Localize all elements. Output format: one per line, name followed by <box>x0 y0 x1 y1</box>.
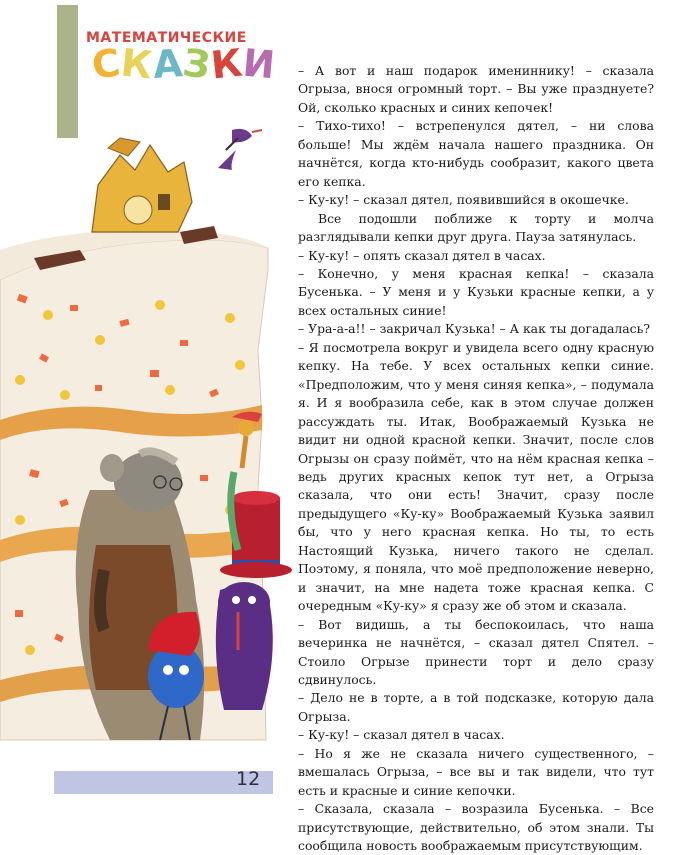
series-title-letter: З <box>180 40 215 88</box>
story-paragraph: – Дело не в торте, а в той подсказке, которую дала Огрыза. <box>298 690 654 724</box>
story-paragraph: – Ку-ку! – сказал дятел в часах. <box>298 727 505 743</box>
series-title-letter: К <box>118 40 156 88</box>
woodpecker-icon <box>218 129 262 170</box>
series-title-letter: К <box>209 40 246 88</box>
series-title-letter: И <box>241 40 279 88</box>
story-text <box>298 62 654 855</box>
purple-creature-icon <box>216 582 273 710</box>
series-title-big <box>89 40 279 88</box>
story-paragraph: – Но я же не сказала ничего существенного, – вмешалась Огрыза, – все вы и так видели, что тут есть и красные и синие кепочки. <box>298 745 654 798</box>
story-paragraph: – Ура-а-а!! – закричал Кузька! – А как ты догадалась? <box>298 321 650 337</box>
series-title-letter: А <box>151 40 185 88</box>
story-paragraph: – Я посмотрела вокруг и увидела всего одну красную кепку. На тебе. У всех остальных кепки синие. «Предположим, что у меня синяя кепка», – подумала я. И я вообразила себе, как в этом случае должен рассуждать ты. Итак, Воображаемый Кузька не видит ни одной красной кепки. Значит, после слов Огрызы он сразу поймёт, что на нём красная кепка – ведь других красных кепок тут нет, а Огрыза сказала, что они есть! Значит, сразу после предыдущего «Ку-ку» Воображаемый Кузька заявил бы, что у него красная кепка. Но ты, то есть Настоящий Кузька, ничего такого не сделал. Поэтому, я поняла, что моё предположение неверно, и значит, на мне надета тоже красная кепка. С очередным «Ку-ку» я сразу же об этом и сказала. <box>298 339 654 614</box>
story-paragraph: – Конечно, у меня красная кепка! – сказала Бусенька. – У меня и у Кузьки красные кепки, а у всех остальных синие! <box>298 265 654 318</box>
series-title-letter: С <box>89 40 124 88</box>
series-logo <box>86 30 279 90</box>
story-paragraph: Все подошли поближе к торту и молча разглядывали кепки друг друга. Пауза затянулась. <box>298 210 654 245</box>
story-paragraph: – Тихо-тихо! – встрепенулся дятел, – ни слова больше! Мы ждём начала нашего праздника. Он начнётся, когда кто-нибудь сообразит, какого цвета его кепка. <box>298 118 654 189</box>
series-title-top: МАТЕМАТИЧЕСКИЕ <box>86 30 247 46</box>
cuckoo-clock-icon <box>92 138 192 232</box>
story-illustration <box>0 90 300 760</box>
story-paragraph: – Ку-ку! – сказал дятел, появившийся в окошечке. <box>298 192 629 208</box>
story-paragraph: – А вот и наш подарок имениннику! – сказала Огрыза, внося огромный торт. – Вы уже празднуете? Ой, сколько красных и синих кепочек! <box>298 63 654 115</box>
story-paragraph: – Сказала, сказала – возразила Бусенька. – Все присутствующие, действительно, об этом знали. Ты сообщила новость воображаемым присутствующим. <box>298 801 654 854</box>
page-number: 12 <box>236 768 261 790</box>
story-paragraph: – Ку-ку! – опять сказал дятел в часах. <box>298 247 546 263</box>
story-paragraph: – Вот видишь, а ты беспокоилась, что наша вечеринка не начнётся, – сказал дятел Спятел. – Стоило Огрызе принести торт и дело сразу сдвинулось. <box>298 616 654 687</box>
